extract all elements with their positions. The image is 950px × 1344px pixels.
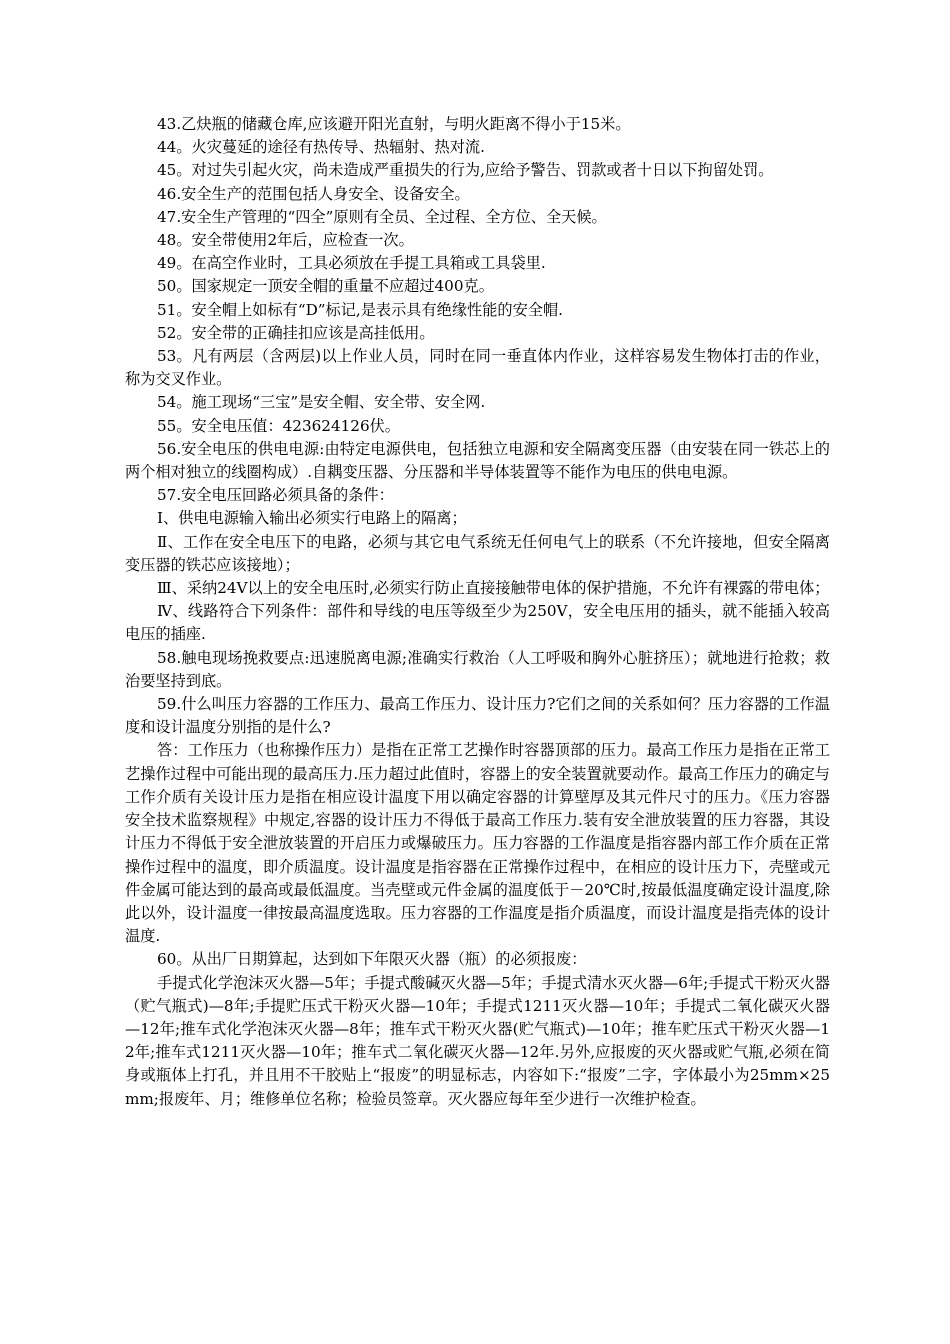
paragraph-58: 58.触电现场挽救要点:迅速脱离电源;准确实行救治（人工呼吸和胸外心脏挤压）；就地进行抢救；救治要坚持到底。 [125, 648, 830, 690]
paragraph-43: 43.乙炔瓶的储藏仓库,应该避开阳光直射，与明火距离不得小于15米。 [157, 115, 631, 133]
paragraph-55: 55。安全电压值：423624126伏。 [157, 416, 400, 435]
paragraph-53: 53。凡有两层（含两层)以上作业人员，同时在同一垂直体内作业，这样容易发生物体打击的作业，称为交叉作业。 [125, 347, 830, 389]
paragraph-60: 60。从出厂日期算起，达到如下年限灭火器（瓶）的必须报废： [157, 950, 587, 969]
paragraph-54: 54。施工现场“三宝”是安全帽、安全带、安全网. [157, 393, 486, 412]
paragraph-57-item-3: Ⅲ、采纳24V以上的安全电压时,必须实行防止直接接触带电体的保护措施，不允许有裸露的带电体； [157, 579, 830, 598]
paragraph-50: 50。国家规定一顶安全帽的重量不应超过400克。 [157, 277, 494, 296]
paragraph-59-question: 59.什么叫压力容器的工作压力、最高工作压力、设计压力?它们之间的关系如何？压力容器的工作温度和设计温度分别指的是什么? [125, 695, 830, 737]
paragraph-47: 47.安全生产管理的“四全”原则有全员、全过程、全方位、全天候。 [157, 207, 607, 226]
paragraph-45: 45。对过失引起火灾，尚未造成严重损失的行为,应给予警告、罚款或者十日以下拘留处罚。 [157, 161, 774, 180]
paragraph-60-details: 手提式化学泡沫灭火器—5年；手提式酸碱灭火器—5年；手提式清水灭火器—6年;手提式干粉灭火器（贮气瓶式)—8年;手提贮压式干粉灭火器—10年；手提式1211灭火器—10年；手提式二氧化碳灭火器—12年;推车式化学泡沫灭火器—8年；推车式干粉灭火器(贮气瓶式)—10年；推车贮压式干粉灭火器—12年;推车式1211灭火器—10年；推车式二氧化碳灭火器—12年.另外,应报废的灭火器或贮气瓶,必须在简身或瓶体上打孔，并且用不干胶贴上“报废”的明显标志，内容如下:“报废”二字，字体最小为25mm×25mm;报废年、月；维修单位名称；检验员签章。灭火器应每年至少进行一次维护检查。 [125, 973, 830, 1108]
paragraph-51: 51。安全帽上如标有“D”标记,是表示具有绝缘性能的安全帽. [157, 300, 563, 319]
paragraph-48: 48。安全带使用2年后，应检查一次。 [157, 231, 414, 250]
paragraph-46: 46.安全生产的范围包括人身安全、设备安全。 [157, 184, 470, 203]
paragraph-56: 56.安全电压的供电电源:由特定电源供电，包括独立电源和安全隔离变压器（由安装在同一铁芯上的两个相对独立的线圈构成）.自耦变压器、分压器和半导体装置等不能作为电压的供电电源。 [125, 439, 830, 482]
paragraph-57-item-2: Ⅱ、工作在安全电压下的电路，必须与其它电气系统无任何电气上的联系（不允许接地，但安全隔离变压器的铁芯应该接地）； [125, 532, 830, 574]
paragraph-57: 57.安全电压回路必须具备的条件： [157, 486, 394, 505]
paragraph-59-answer: 答：工作压力（也称操作压力）是指在正常工艺操作时容器顶部的压力。最高工作压力是指在正常工艺操作过程中可能出现的最高压力.压力超过此值时，容器上的安全装置就要动作。最高工作压力的确定与工作介质有关设计压力是指在相应设计温度下用以确定容器的计算壁厚及其元件尺寸的压力。《压力容器安全技术监察规程》中规定,容器的设计压力不得低于最高工作压力.装有安全泄放装置的压力容器，其设计压力不得低于安全泄放装置的开启压力或爆破压力。压力容器的工作温度是指容器内部工作介质在正常操作过程中的温度，即介质温度。设计温度是指容器在正常操作过程中，在相应的设计压力下，壳壁或元件金属可能达到的最高或最低温度。当壳壁或元件金属的温度低于－20℃时,按最低温度确定设计温度,除此以外，设计温度一律按最高温度选取。压力容器的工作温度是指介质温度，而设计温度是指壳体的设计温度. [125, 741, 830, 946]
paragraph-44: 44。火灾蔓延的途径有热传导、热辐射、热对流. [157, 138, 485, 157]
paragraph-49: 49。在高空作业时，工具必须放在手提工具箱或工具袋里. [157, 254, 546, 273]
document-body [125, 113, 830, 1111]
paragraph-52: 52。安全带的正确挂扣应该是高挂低用。 [157, 323, 435, 342]
paragraph-57-item-1: Ⅰ、供电电源输入输出必须实行电路上的隔离； [157, 509, 467, 528]
paragraph-57-item-4: Ⅳ、线路符合下列条件：部件和导线的电压等级至少为250V，安全电压用的插头，就不能插入较高电压的插座. [125, 602, 830, 644]
